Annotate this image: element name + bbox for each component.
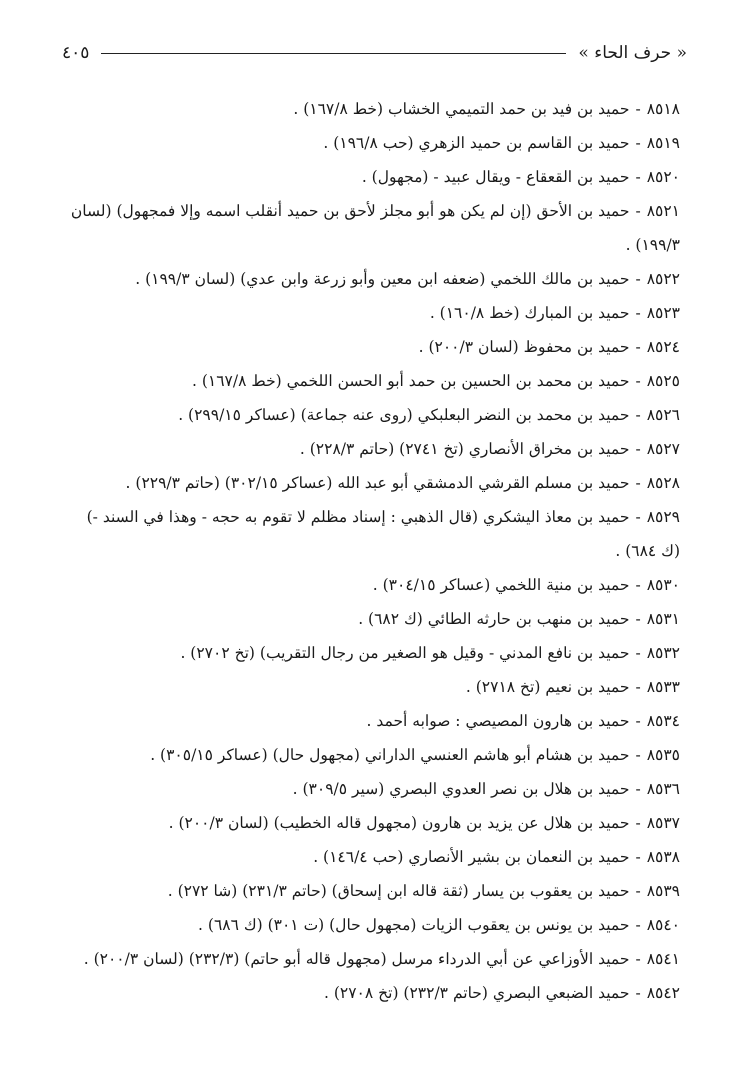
entry xyxy=(68,840,680,874)
entry xyxy=(68,126,680,160)
entry xyxy=(68,466,680,500)
entry-dash: - xyxy=(635,780,641,798)
entry-text: حميد بن نافع المدني - وقيل هو الصغير من رجال التقريب) (تخ ٢٧٠٢) . xyxy=(180,644,630,662)
entry-text: حميد بن منية اللخمي (عساكر ٣٠٤/١٥) . xyxy=(372,576,630,594)
entry-number: ٨٥٣٤ xyxy=(646,712,680,730)
entry-text: حميد بن فيد بن حمد التميمي الخشاب (خط ١٦٧/٨) . xyxy=(293,100,630,118)
entry-number: ٨٥٢٠ xyxy=(646,168,680,186)
entry-number: ٨٥٢٤ xyxy=(646,338,680,356)
entry-dash: - xyxy=(635,406,641,424)
entry-text: حميد بن الأحق (إن لم يكن هو أبو مجلز لأحق بن حميد أنقلب اسمه وإلا فمجهول) (لسان ١٩٩/٣) . xyxy=(70,202,680,254)
entry-text: حميد بن هارون المصيصي : صوابه أحمد . xyxy=(366,712,630,730)
entry-dash: - xyxy=(635,372,641,390)
entry-text: حميد بن القعقاع - ويقال عبيد - (مجهول) . xyxy=(361,168,630,186)
entry xyxy=(68,704,680,738)
entry-text: حميد بن مالك اللخمي (ضعفه ابن معين وأبو زرعة وابن عدي) (لسان ١٩٩/٣) . xyxy=(135,270,630,288)
entry-text: حميد بن محمد بن النضر البعلبكي (روى عنه جماعة) (عساكر ٢٩٩/١٥) . xyxy=(178,406,630,424)
entry-text: حميد بن يونس بن يعقوب الزيات (مجهول حال) (ت ٣٠١) (ك ٦٨٦) . xyxy=(198,916,630,934)
entry-dash: - xyxy=(635,916,641,934)
entry-dash: - xyxy=(635,576,641,594)
entry-text: حميد بن محفوظ (لسان ٢٠٠/٣) . xyxy=(418,338,630,356)
entry-dash: - xyxy=(635,134,641,152)
entry xyxy=(68,296,680,330)
entry-number: ٨٥٤٢ xyxy=(646,984,680,1002)
entry-list xyxy=(68,92,680,1010)
entry-number: ٨٥٤١ xyxy=(646,950,680,968)
entry-dash: - xyxy=(635,474,641,492)
entry xyxy=(68,262,680,296)
entry-text: حميد بن المبارك (خط ١٦٠/٨) . xyxy=(429,304,630,322)
entry-text: حميد الأوزاعي عن أبي الدرداء مرسل (مجهول قاله أبو حاتم) (٢٣٢/٣) (لسان ٢٠٠/٣) . xyxy=(83,950,630,968)
entry-dash: - xyxy=(635,984,641,1002)
entry-number: ٨٥٣٠ xyxy=(646,576,680,594)
page-number: ٤٠٥ xyxy=(62,43,90,63)
page-header xyxy=(62,38,687,68)
entry-text: حميد بن منهب بن حارثه الطائي (ك ٦٨٢) . xyxy=(358,610,630,628)
entry xyxy=(68,432,680,466)
entry-dash: - xyxy=(635,814,641,832)
entry-dash: - xyxy=(635,202,641,220)
entry-number: ٨٥٢٥ xyxy=(646,372,680,390)
entry-number: ٨٥١٨ xyxy=(646,100,680,118)
entry-dash: - xyxy=(635,440,641,458)
entry-dash: - xyxy=(635,848,641,866)
entry xyxy=(68,568,680,602)
entry-number: ٨٥٣٥ xyxy=(646,746,680,764)
entry xyxy=(68,500,680,568)
entry-number: ٨٥٣١ xyxy=(646,610,680,628)
entry-dash: - xyxy=(635,304,641,322)
entry-text: حميد بن هلال بن نصر العدوي البصري (سير ٣٠٩/٥) . xyxy=(292,780,630,798)
entry-number: ٨٥٢٦ xyxy=(646,406,680,424)
entry-text: حميد بن نعيم (تخ ٢٧١٨) . xyxy=(465,678,630,696)
entry xyxy=(68,942,680,976)
entry-text: حميد بن القاسم بن حميد الزهري (حب ١٩٦/٨) . xyxy=(323,134,630,152)
entry-number: ٨٥٤٠ xyxy=(646,916,680,934)
entry xyxy=(68,92,680,126)
entry-number: ٨٥٣٦ xyxy=(646,780,680,798)
entry xyxy=(68,330,680,364)
entry-text: حميد بن يعقوب بن يسار (ثقة قاله ابن إسحاق) (حاتم ٢٣١/٣) (شا ٢٧٢) . xyxy=(167,882,630,900)
entry xyxy=(68,160,680,194)
entry-text: حميد بن النعمان بن بشير الأنصاري (حب ١٤٦/٤) . xyxy=(313,848,630,866)
entry xyxy=(68,908,680,942)
entry-dash: - xyxy=(635,610,641,628)
entry-number: ٨٥٣٨ xyxy=(646,848,680,866)
entry xyxy=(68,398,680,432)
entry-text: حميد بن هشام أبو هاشم العنسي الداراني (مجهول حال) (عساكر ٣٠٥/١٥) . xyxy=(150,746,630,764)
entry xyxy=(68,670,680,704)
entry-number: ٨٥٣٣ xyxy=(646,678,680,696)
entry-number: ٨٥٢٣ xyxy=(646,304,680,322)
entry xyxy=(68,364,680,398)
entry xyxy=(68,806,680,840)
entry-dash: - xyxy=(635,950,641,968)
entry-dash: - xyxy=(635,270,641,288)
entry xyxy=(68,976,680,1010)
entry-text: حميد بن هلال عن يزيد بن هارون (مجهول قاله الخطيب) (لسان ٢٠٠/٣) . xyxy=(168,814,630,832)
entry xyxy=(68,194,680,262)
entry-dash: - xyxy=(635,338,641,356)
entry xyxy=(68,636,680,670)
entry xyxy=(68,772,680,806)
entry-dash: - xyxy=(635,712,641,730)
entry-dash: - xyxy=(635,168,641,186)
entry-number: ٨٥٢٧ xyxy=(646,440,680,458)
entry xyxy=(68,874,680,908)
entry-number: ٨٥٢٢ xyxy=(646,270,680,288)
entry-number: ٨٥٢١ xyxy=(646,202,680,220)
entry-dash: - xyxy=(635,644,641,662)
entry-dash: - xyxy=(635,508,641,526)
entry-dash: - xyxy=(635,746,641,764)
entry-number: ٨٥٣٧ xyxy=(646,814,680,832)
entry-number: ٨٥٢٨ xyxy=(646,474,680,492)
entry-dash: - xyxy=(635,678,641,696)
entry xyxy=(68,738,680,772)
entry-dash: - xyxy=(635,100,641,118)
entry-text: حميد الضبعي البصري (حاتم ٢٣٢/٣) (تخ ٢٧٠٨) . xyxy=(323,984,630,1002)
entry-number: ٨٥١٩ xyxy=(646,134,680,152)
entry-text: حميد بن معاذ اليشكري (قال الذهبي : إسناد مظلم لا تقوم به حجه - وهذا في السند -) (ك ٦٨٤) . xyxy=(86,508,680,560)
entry-text: حميد بن مسلم القرشي الدمشقي أبو عبد الله (عساكر ٣٠٢/١٥) (حاتم ٢٢٩/٣) . xyxy=(125,474,630,492)
entry-text: حميد بن محمد بن الحسين بن حمد أبو الحسن اللخمي (خط ١٦٧/٨) . xyxy=(192,372,630,390)
entry-number: ٨٥٣٩ xyxy=(646,882,680,900)
entry xyxy=(68,602,680,636)
entry-dash: - xyxy=(635,882,641,900)
chapter-title: « حرف الحاء » xyxy=(578,43,687,63)
header-rule xyxy=(101,53,566,54)
entry-number: ٨٥٢٩ xyxy=(646,508,680,526)
entry-text: حميد بن مخراق الأنصاري (تخ ٢٧٤١) (حاتم ٢٢٨/٣) . xyxy=(299,440,630,458)
entry-number: ٨٥٣٢ xyxy=(646,644,680,662)
